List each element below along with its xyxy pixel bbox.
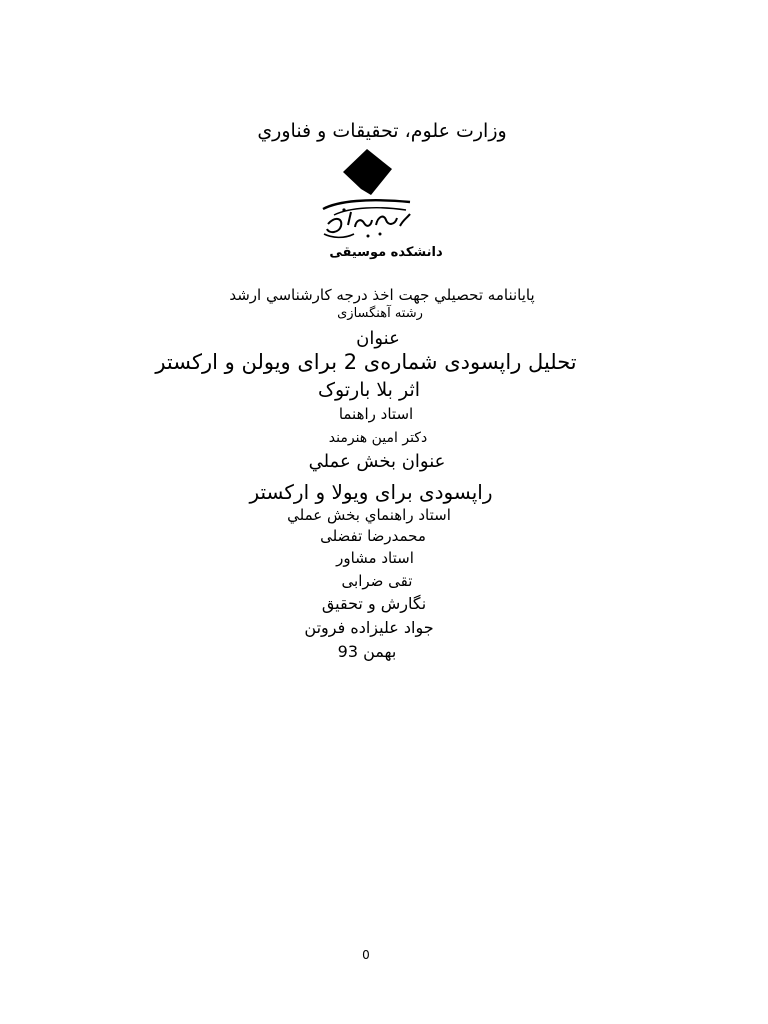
author-label: نگارش و تحقیق [321, 594, 427, 613]
ministry-heading: وزارت علوم، تحقيقات و فناوري [257, 120, 507, 142]
practical-advisor-label: استاد راهنماي بخش عملي [287, 506, 451, 524]
thesis-type: پاياننامه تحصيلي جهت اخذ درجه كارشناسي ارشد [229, 286, 535, 304]
practical-title: راپسودی برای ویولا و ارکستر [249, 480, 493, 504]
university-of-art-logo-icon [320, 146, 412, 246]
field-of-study: رشته آهنگسازی [337, 306, 423, 321]
page-number: 0 [362, 948, 370, 962]
faculty-name: دانشکده موسیقی [329, 245, 443, 260]
consultant-label: استاد مشاور [336, 549, 414, 567]
composer-line: اثر بلا بارتوک [317, 379, 421, 401]
consultant-name: تقی ضرابی [341, 572, 413, 590]
practical-title-label: عنوان بخش عملي [308, 451, 446, 472]
thesis-title: تحلیل راپسودی شماره‌ی 2 برای ویولن و ارکستر [155, 350, 577, 374]
submission-date: بهمن 93 [337, 642, 397, 661]
title-label: عنوان [356, 328, 400, 349]
advisor-label: استاد راهنما [338, 405, 414, 423]
advisor-name: دکتر امین هنرمند [328, 430, 428, 446]
author-name: جواد علیزاده فروتن [304, 618, 434, 637]
practical-advisor-name: محمدرضا تفضلی [320, 527, 426, 545]
